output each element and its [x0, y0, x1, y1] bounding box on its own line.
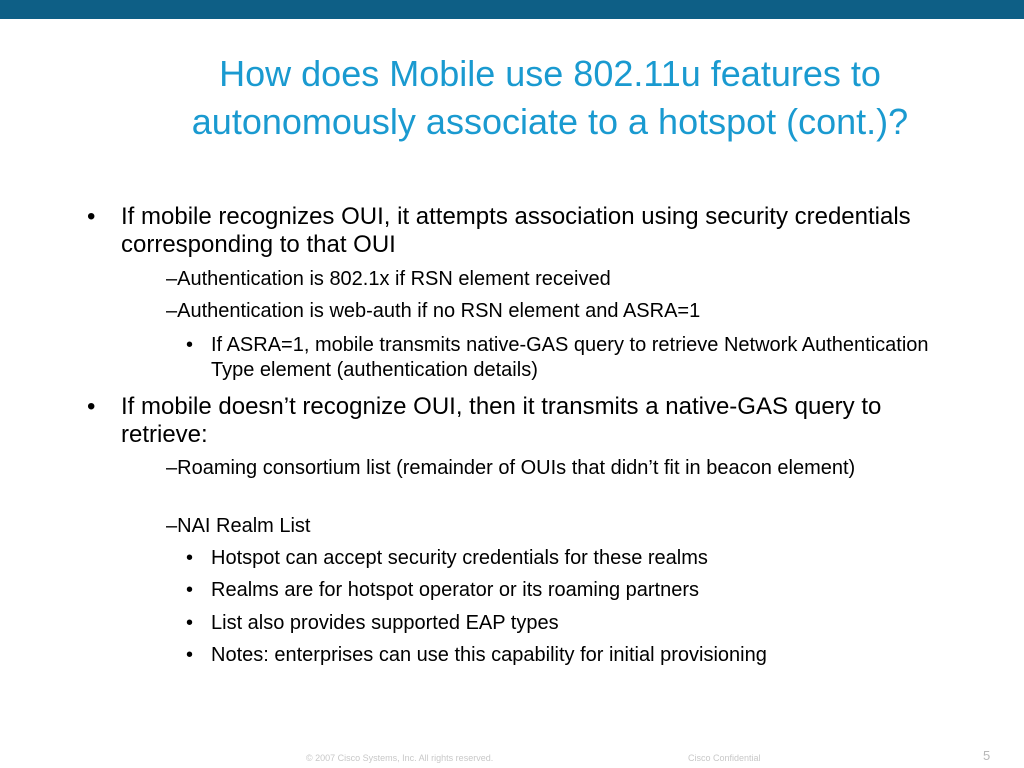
bullet-marker: • — [186, 547, 194, 569]
subsubpoint-2-2 — [186, 578, 946, 603]
subsubpoint-2-3 — [186, 611, 946, 636]
subsubpoint-1-1-text: If ASRA=1, mobile transmits native-GAS query to retrieve Network Authentication Type element (authentication details) — [211, 334, 929, 381]
subsubpoint-2-2-text: Realms are for hotspot operator or its roaming partners — [211, 579, 699, 601]
subpoint-1-1: –Authentication is 802.1x if RSN element received — [166, 268, 611, 290]
subsubpoint-1-1 — [186, 333, 946, 383]
bullet-marker: • — [186, 579, 194, 601]
subsubpoint-2-1 — [186, 546, 946, 571]
subsubpoint-2-4 — [186, 643, 946, 668]
bullet-marker: • — [186, 334, 194, 356]
bullet-marker: • — [87, 393, 96, 420]
bullet-point-1 — [87, 203, 967, 259]
subsubpoint-2-1-text: Hotspot can accept security credentials for these realms — [211, 547, 708, 569]
subsubpoint-2-4-text: Notes: enterprises can use this capability for initial provisioning — [211, 644, 767, 666]
slide-title-line-1: How does Mobile use 802.11u features to — [219, 53, 881, 94]
page-number: 5 — [983, 748, 991, 763]
bullet-point-1-text: If mobile recognizes OUI, it attempts association using security credentials corresponding to that OUI — [121, 203, 911, 258]
bullet-point-2 — [87, 393, 967, 449]
subpoint-2-2: –NAI Realm List — [166, 515, 311, 537]
slide-title-line-2: autonomously associate to a hotspot (cont.)? — [191, 101, 909, 142]
footer-confidential: Cisco Confidential — [688, 753, 761, 763]
bullet-point-2-text: If mobile doesn’t recognize OUI, then it transmits a native-GAS query to retrieve: — [121, 393, 882, 448]
footer-copyright: © 2007 Cisco Systems, Inc. All rights reserved. — [306, 753, 494, 763]
subpoint-1-2: –Authentication is web-auth if no RSN element and ASRA=1 — [166, 300, 701, 322]
subsubpoint-2-3-text: List also provides supported EAP types — [211, 612, 559, 634]
subpoint-2-1: –Roaming consortium list (remainder of OUIs that didn’t fit in beacon element) — [166, 457, 856, 479]
bullet-marker: • — [87, 203, 96, 230]
bullet-marker: • — [186, 644, 194, 666]
bullet-marker: • — [186, 612, 194, 634]
